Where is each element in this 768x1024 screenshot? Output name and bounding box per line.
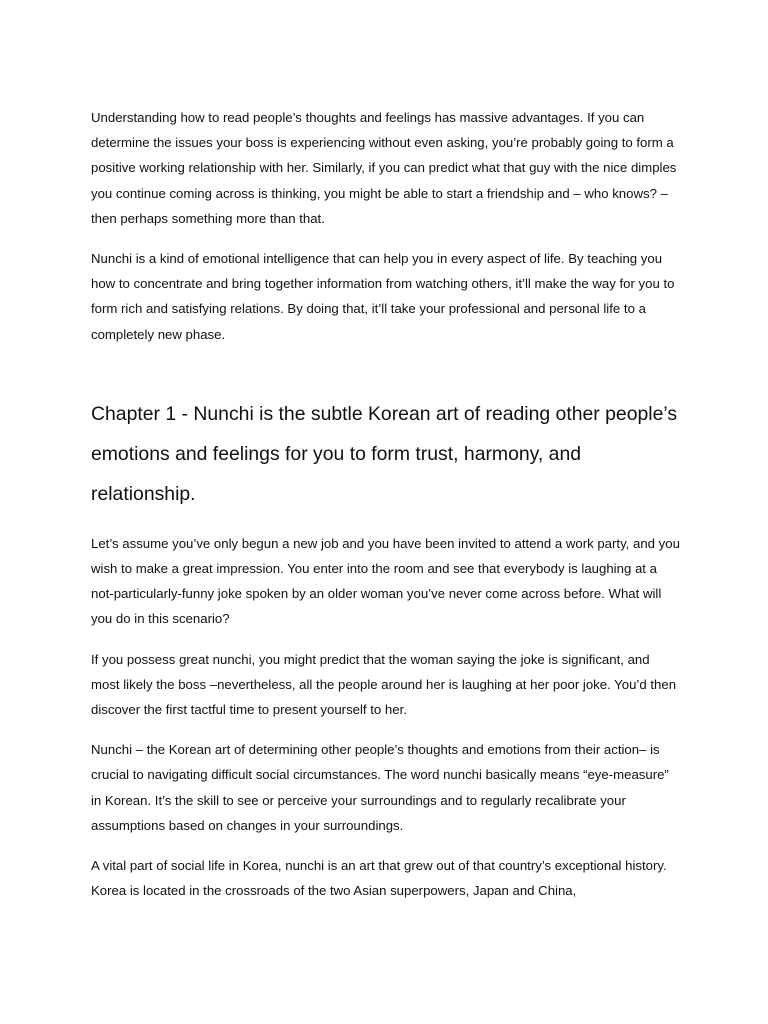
chapter-paragraph-4: A vital part of social life in Korea, nunchi is an art that grew out of that country’s exceptional history. Korea is located in the crossroads of the two Asian superpowers, Japan and China, [91, 858, 667, 899]
chapter-paragraph-3: Nunchi – the Korean art of determining other people’s thoughts and emotions from their action– is crucial to navigating difficult social circumstances. The word nunchi basically means “eye-measure” in Korean. It’s the skill to see or perceive your surroundings and to regularly recalibrate your assumptions based on changes in your surroundings. [91, 742, 669, 833]
chapter-paragraph-2: If you possess great nunchi, you might predict that the woman saying the joke is significant, and most likely the boss –nevertheless, all the people around her is laughing at her poor joke. You’d then discover the first tactful time to present yourself to her. [91, 651, 677, 718]
document-page [91, 105, 681, 903]
intro-paragraph-1: Understanding how to read people’s thoughts and feelings has massive advantages. If you can determine the issues your boss is experiencing without even asking, you’re probably going to form a positive working relationship with her. Similarly, if you can predict what that guy with the nice dimples you continue coming across is thinking, you might be able to start a friendship and – who knows? – then perhaps something more than that. [91, 110, 677, 226]
intro-paragraph-2: Nunchi is a kind of emotional intelligence that can help you in every aspect of life. By teaching you how to concentrate and bring together information from watching others, it’ll make the way for you to form rich and satisfying relations. By doing that, it’ll take your professional and personal life to a completely new phase. [91, 251, 675, 342]
chapter-heading: Chapter 1 - Nunchi is the subtle Korean art of reading other people’s emotions and feelings for you to form trust, harmony, and relationship. [91, 402, 678, 505]
chapter-paragraph-1: Let’s assume you’ve only begun a new job and you have been invited to attend a work party, and you wish to make a great impression. You enter into the room and see that everybody is laughing at a not-particularly-funny joke spoken by an older woman you’ve never come across before. What will you do in this scenario? [91, 535, 680, 627]
